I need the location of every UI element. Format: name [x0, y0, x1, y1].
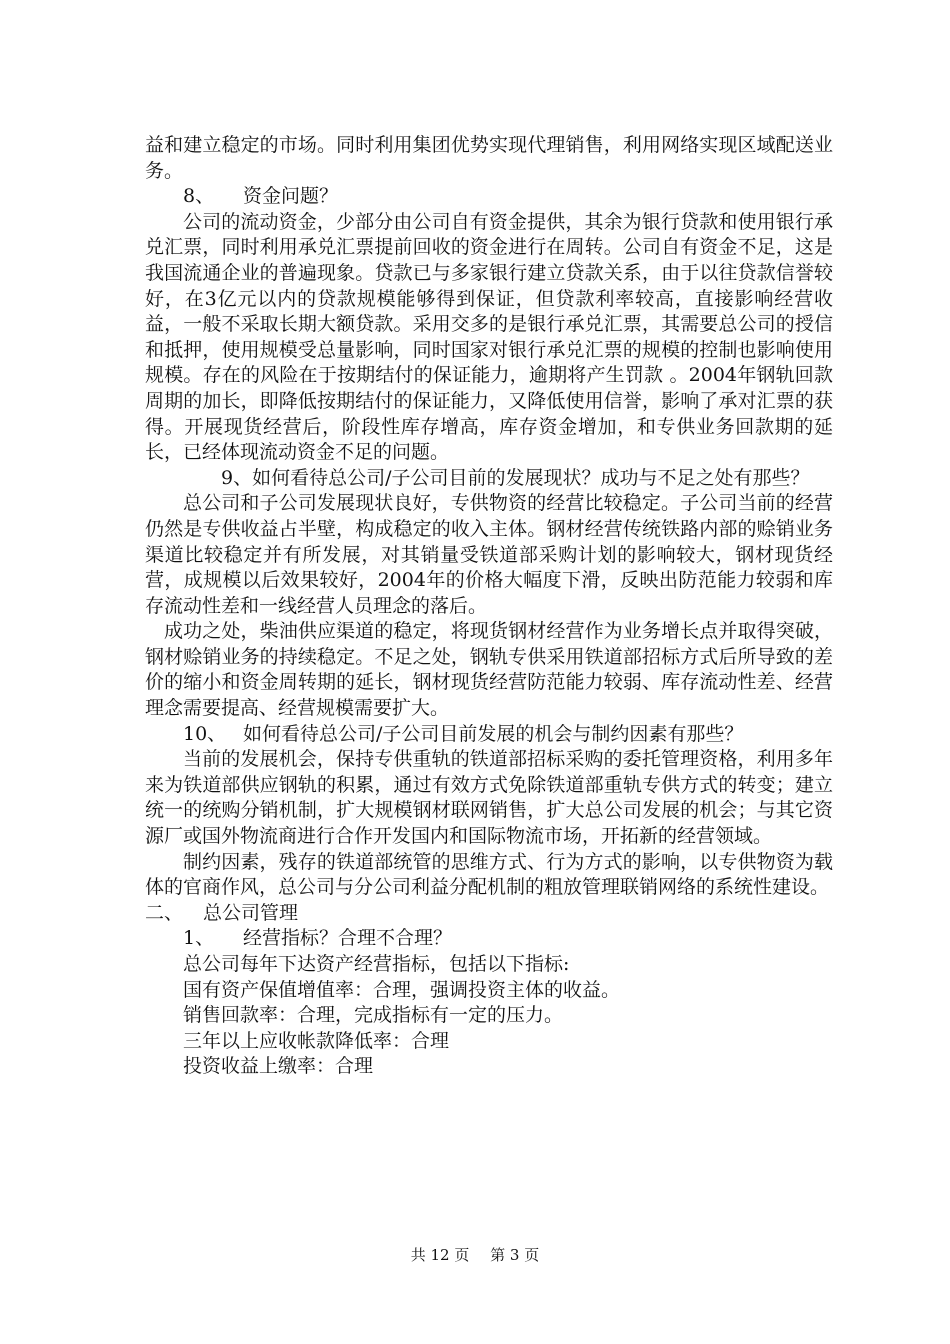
item-number: 8、	[183, 185, 215, 208]
paragraph: 成功之处，柴油供应渠道的稳定，将现货钢材经营作为业务增长点并取得突破，钢材赊销业务的持续稳定。不足之处，钢轨专供采用铁道部招标方式后所导致的差价的缩小和资金周转期的延长，钢材现货经营防范能力较弱、库存流动性差、经营理念需要提高、经营规模需要扩大。	[145, 620, 833, 720]
item-text: 如何看待总公司/子公司目前发展的机会与制约因素有那些？	[243, 722, 744, 745]
section-heading	[145, 901, 833, 927]
text-line: 投资收益上缴率：合理	[183, 1055, 374, 1078]
total-pages: 共 12 页	[410, 1246, 470, 1264]
text-line: 销售回款率：合理，完成指标有一定的压力。	[183, 1004, 564, 1027]
question-9	[145, 466, 833, 492]
item-number: 9、	[221, 466, 253, 489]
text-line: 三年以上应收帐款降低率：合理	[183, 1029, 450, 1052]
item-number: 10、	[183, 722, 227, 745]
paragraph: 益和建立稳定的市场。同时利用集团优势实现代理销售，利用网络实现区域配送业务。	[145, 134, 833, 182]
paragraph: 制约因素，残存的铁道部统管的思维方式、行为方式的影响，以专供物资为载体的官商作风，总公司与分公司利益分配机制的粗放管理联销网络的系统性建设。	[145, 850, 833, 899]
question-10	[145, 722, 833, 748]
item-1	[145, 926, 833, 952]
page-footer	[0, 1244, 950, 1265]
text-line: 总公司每年下达资产经营指标，包括以下指标:	[183, 953, 570, 975]
item-number: 1、	[183, 927, 215, 950]
current-page: 第 3 页	[490, 1246, 540, 1264]
section-number: 二、	[145, 901, 184, 924]
paragraph: 当前的发展机会，保持专供重轨的铁道部招标采购的委托管理资格，利用多年来为铁道部供应钢轨的积累，通过有效方式免除铁道部重轨专供方式的转变；建立统一的统购分销机制，扩大规模钢材联网销售，扩大总公司发展的机会；与其它资源厂或国外物流商进行合作开发国内和国际物流市场，开拓新的经营领域。	[145, 748, 833, 848]
question-8	[145, 184, 833, 210]
item-text: 如何看待总公司/子公司目前的发展现状？成功与不足之处有那些？	[252, 466, 810, 489]
document-body	[145, 133, 833, 1080]
item-text: 经营指标？合理不合理？	[243, 927, 453, 950]
paragraph: 公司的流动资金，少部分由公司自有资金提供，其余为银行贷款和使用银行承兑汇票，同时利用承兑汇票提前回收的资金进行在周转。公司自有资金不足，这是我国流通企业的普遍现象。贷款已与多家银行建立贷款关系，由于以往贷款信誉较好，在3亿元以内的贷款规模能够得到保证，但贷款利率较高，直接影响经营收益，一般不采取长期大额贷款。采用交多的是银行承兑汇票，其需要总公司的授信和抵押，使用规模受总量影响，同时国家对银行承兑汇票的规模的控制也影响使用规模。存在的风险在于按期结付的保证能力，逾期将产生罚款 。2004年钢轨回款周期的加长，即降低按期结付的保证能力，又降低使用信誉，影响了承对汇票的获得。开展现货经营后，阶段性库存增高，库存资金增加，和专供业务回款期的延长，已经体现流动资金不足的问题。	[145, 210, 833, 464]
item-text: 资金问题？	[243, 185, 339, 208]
paragraph: 总公司和子公司发展现状良好，专供物资的经营比较稳定。子公司当前的经营仍然是专供收益占半壁，构成稳定的收入主体。钢材经营传统铁路内部的赊销业务渠道比较稳定并有所发展，对其销量受铁道部采购计划的影响较大，钢材现货经营，成规模以后效果较好，2004年的价格大幅度下滑，反映出防范能力较弱和库存流动性差和一线经营人员理念的落后。	[145, 492, 833, 617]
section-title: 总公司管理	[203, 901, 299, 924]
text-line: 国有资产保值增值率：合理，强调投资主体的收益。	[183, 978, 621, 1001]
